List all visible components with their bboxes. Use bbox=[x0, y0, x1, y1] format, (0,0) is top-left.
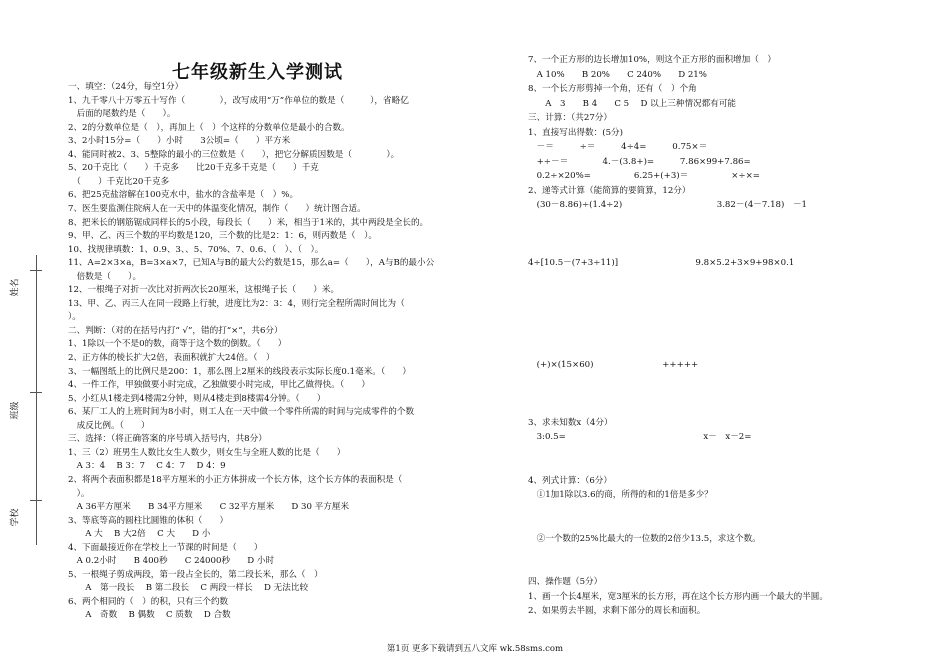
text-line: A 第一段长 B 第二段长 C 两段一样长 D 无法比较 bbox=[68, 583, 309, 594]
binding-line bbox=[36, 255, 37, 545]
text-line: 6、某厂工人的上班时间为8小时，则工人在一天中做一个零件所需的时间与完成零件的个数 bbox=[68, 407, 415, 418]
text-line: 8、把米长的钢筋锯成同样长的5小段，每段长（ ）米，相当于1米的，其中两段是全长的。 bbox=[68, 217, 429, 228]
text-line: (30－8.86)÷(1.4÷2) 3.82－(4－7.18) －1 bbox=[528, 200, 808, 210]
binding-margin bbox=[0, 0, 52, 658]
text-line: 3:0.5= x－ x－2= bbox=[528, 432, 752, 442]
text-line: 3、等底等高的圆柱比圆锥的体积（ ） bbox=[68, 515, 229, 526]
text-line: 三、计算：（共27分） bbox=[528, 113, 612, 123]
text-line: 6、把25克盐溶解在100克水中，盐水的含盐率是（ ）%。 bbox=[68, 190, 299, 201]
text-line: ）。 bbox=[68, 488, 90, 499]
name-line bbox=[30, 270, 42, 271]
text-line: 成反比例。（ ） bbox=[68, 420, 150, 431]
name-label: 姓名 bbox=[10, 278, 21, 297]
text-line: 6、两个相同的（ ）的积，只有三个约数 bbox=[68, 596, 229, 607]
text-line: 1、九千零八十万零五十写作（ ），改写成用“万”作单位的数是（ ），省略亿 bbox=[68, 95, 409, 106]
text-line: 1、1除以一个不是0的数，商等于这个数的倒数。（ ） bbox=[68, 339, 287, 350]
text-line: 4、能同时被2、3、5整除的最小的三位数是（ ），把它分解质因数是（ ）。 bbox=[68, 149, 400, 160]
text-line: 4÷[10.5－(7+3÷11)] 9.8×5.2+3×9+98×0.1 bbox=[528, 258, 795, 268]
text-line: 0.2÷×20%= 6.25+(+3)＝ ×÷×= bbox=[528, 171, 761, 181]
page-title: 七年级新生入学测试 bbox=[172, 62, 343, 83]
text-line: ②一个数的25%比最大的一位数的2倍少13.5，求这个数。 bbox=[528, 533, 761, 544]
text-line: +÷－＝ 4.－(3.8+)= 7.86×99+7.86= bbox=[528, 156, 751, 167]
text-line: 四、操作题（5分） bbox=[528, 577, 603, 587]
text-line: 1、画一个长4厘米，宽3厘米的长方形，再在这个长方形内画一个最大的半圆。 bbox=[528, 591, 828, 602]
text-line: 13、甲、乙、丙三人在同一段路上行驶，进度比为2：3：4，则行完全程所需时间比为（ bbox=[68, 298, 405, 309]
text-line: 4、一件工作，甲独做要小时完成，乙独做要小时完成，甲比乙做得快。（ ） bbox=[68, 380, 370, 391]
text-line: 2、正方体的棱长扩大2倍，表面积就扩大24倍。（ ） bbox=[68, 353, 275, 363]
text-line: 5、20千克比（ ）千克多 比20千克多千克是（ ）千克 bbox=[68, 163, 319, 174]
text-line: 二、判断：（对的在括号内打“ √”，错的打“×”，共6分） bbox=[68, 325, 283, 336]
text-line: 9、甲、乙、丙三个数的平均数是120，三个数的比是2：1：6，则丙数是（ ）。 bbox=[68, 231, 377, 242]
school-line bbox=[30, 500, 42, 501]
text-line: 倍数是（ ）。 bbox=[68, 271, 142, 282]
text-line: ①1加1除以3.6的商，所得的和的1倍是多少？ bbox=[528, 490, 713, 500]
class-label: 班级 bbox=[10, 401, 21, 420]
text-line: 7、医生要监测住院病人在一天中的体温变化情况，制作（ ）统计图合适。 bbox=[68, 203, 366, 214]
text-line: 2、递等式计算（能简算的要简算，12分） bbox=[528, 185, 691, 196]
text-line: 一、填空：（24分，每空1分） bbox=[68, 82, 184, 92]
text-line: 3、2小时15分=（ ）小时 3公顷=（ ）平方米 bbox=[68, 136, 291, 147]
text-line: 5、小红从1楼走到4楼需2分钟，则从4楼走到8楼需4分钟。（ ） bbox=[68, 393, 326, 404]
text-line: A 3 B 4 C 5 D 以上三种情况都有可能 bbox=[528, 98, 737, 109]
text-line: (+)×(15×60) +++++ bbox=[528, 359, 699, 370]
text-line: 2、2的分数单位是（ ），再加上（ ）个这样的分数单位是最小的合数。 bbox=[68, 122, 350, 133]
text-line: 三、选择：（将正确答案的序号填入括号内，共8分） bbox=[68, 434, 267, 445]
text-line: 后面的尾数约是（ ）。 bbox=[68, 109, 176, 120]
text-line: ）。 bbox=[68, 312, 81, 323]
text-line: 1、三（2）班男生人数比女生人数少，则女生与全班人数的比是（ ） bbox=[68, 447, 346, 458]
class-line bbox=[30, 392, 42, 393]
text-line: 4、下面最接近你在学校上一节课的时间是（ ） bbox=[68, 542, 263, 553]
page-footer: 第1页 更多下载请到五八文库 wk.58sms.com bbox=[386, 644, 564, 654]
text-line: A 36平方厘米 B 34平方厘米 C 32平方厘米 D 30 平方厘米 bbox=[68, 502, 350, 513]
text-line: 4、列式计算：（6分） bbox=[528, 475, 612, 486]
text-line: 12、一根绳子对折一次比对折两次长20厘米，这根绳子长（ ）米。 bbox=[68, 285, 340, 296]
text-line: 8、一个长方形剪掉一个角，还有（ ）个角 bbox=[528, 84, 697, 94]
text-line: 5、一根绳子剪成两段，第一段占全长的，第二段长米，那么（ ） bbox=[68, 569, 323, 580]
text-line: A 大 B 大2倍 C 大 D 小 bbox=[68, 529, 211, 540]
text-line: 7、一个正方形的边长增加10%，则这个正方形的面积增加（ ） bbox=[528, 55, 777, 65]
text-line: A 3：4 B 3：7 C 4：7 D 4：9 bbox=[68, 461, 226, 472]
text-line: A 10% B 20% C 240% D 21% bbox=[528, 69, 707, 80]
text-line: 1、直接写出得数：(5分) bbox=[528, 127, 623, 138]
text-line: 11、A=2×3×a，B=3×a×7，已知A与B的最大公约数是15，那么a=（ ），A与B的最小公 bbox=[68, 258, 435, 269]
text-line: 10、找规律填数：1、0.9、3、、5、70%、7、0.6、（ ）、（ ）。 bbox=[68, 244, 324, 255]
text-line: 2、将两个表面积都是18平方厘米的小正方体拼成一个长方体，这个长方体的表面积是（ bbox=[68, 474, 403, 485]
text-line: －＝ ÷＝ 4÷4= 0.75×＝ bbox=[528, 142, 708, 152]
text-line: 2、如果剪去半圆，求剩下部分的周长和面积。 bbox=[528, 606, 706, 616]
text-line: 3、一幅图纸上的比例尺是200：1，那么图上2厘米的线段表示实际长度0.1毫米。（ ） bbox=[68, 366, 411, 377]
text-line: 3、求未知数x（4分） bbox=[528, 417, 613, 428]
text-line: A 0.2小时 B 400秒 C 24000秒 D 小时 bbox=[68, 556, 275, 567]
school-label: 学校 bbox=[10, 508, 21, 527]
text-line: （ ）千克比20千克多 bbox=[68, 176, 170, 187]
text-line: A 奇数 B 偶数 C 质数 D 合数 bbox=[68, 610, 231, 621]
